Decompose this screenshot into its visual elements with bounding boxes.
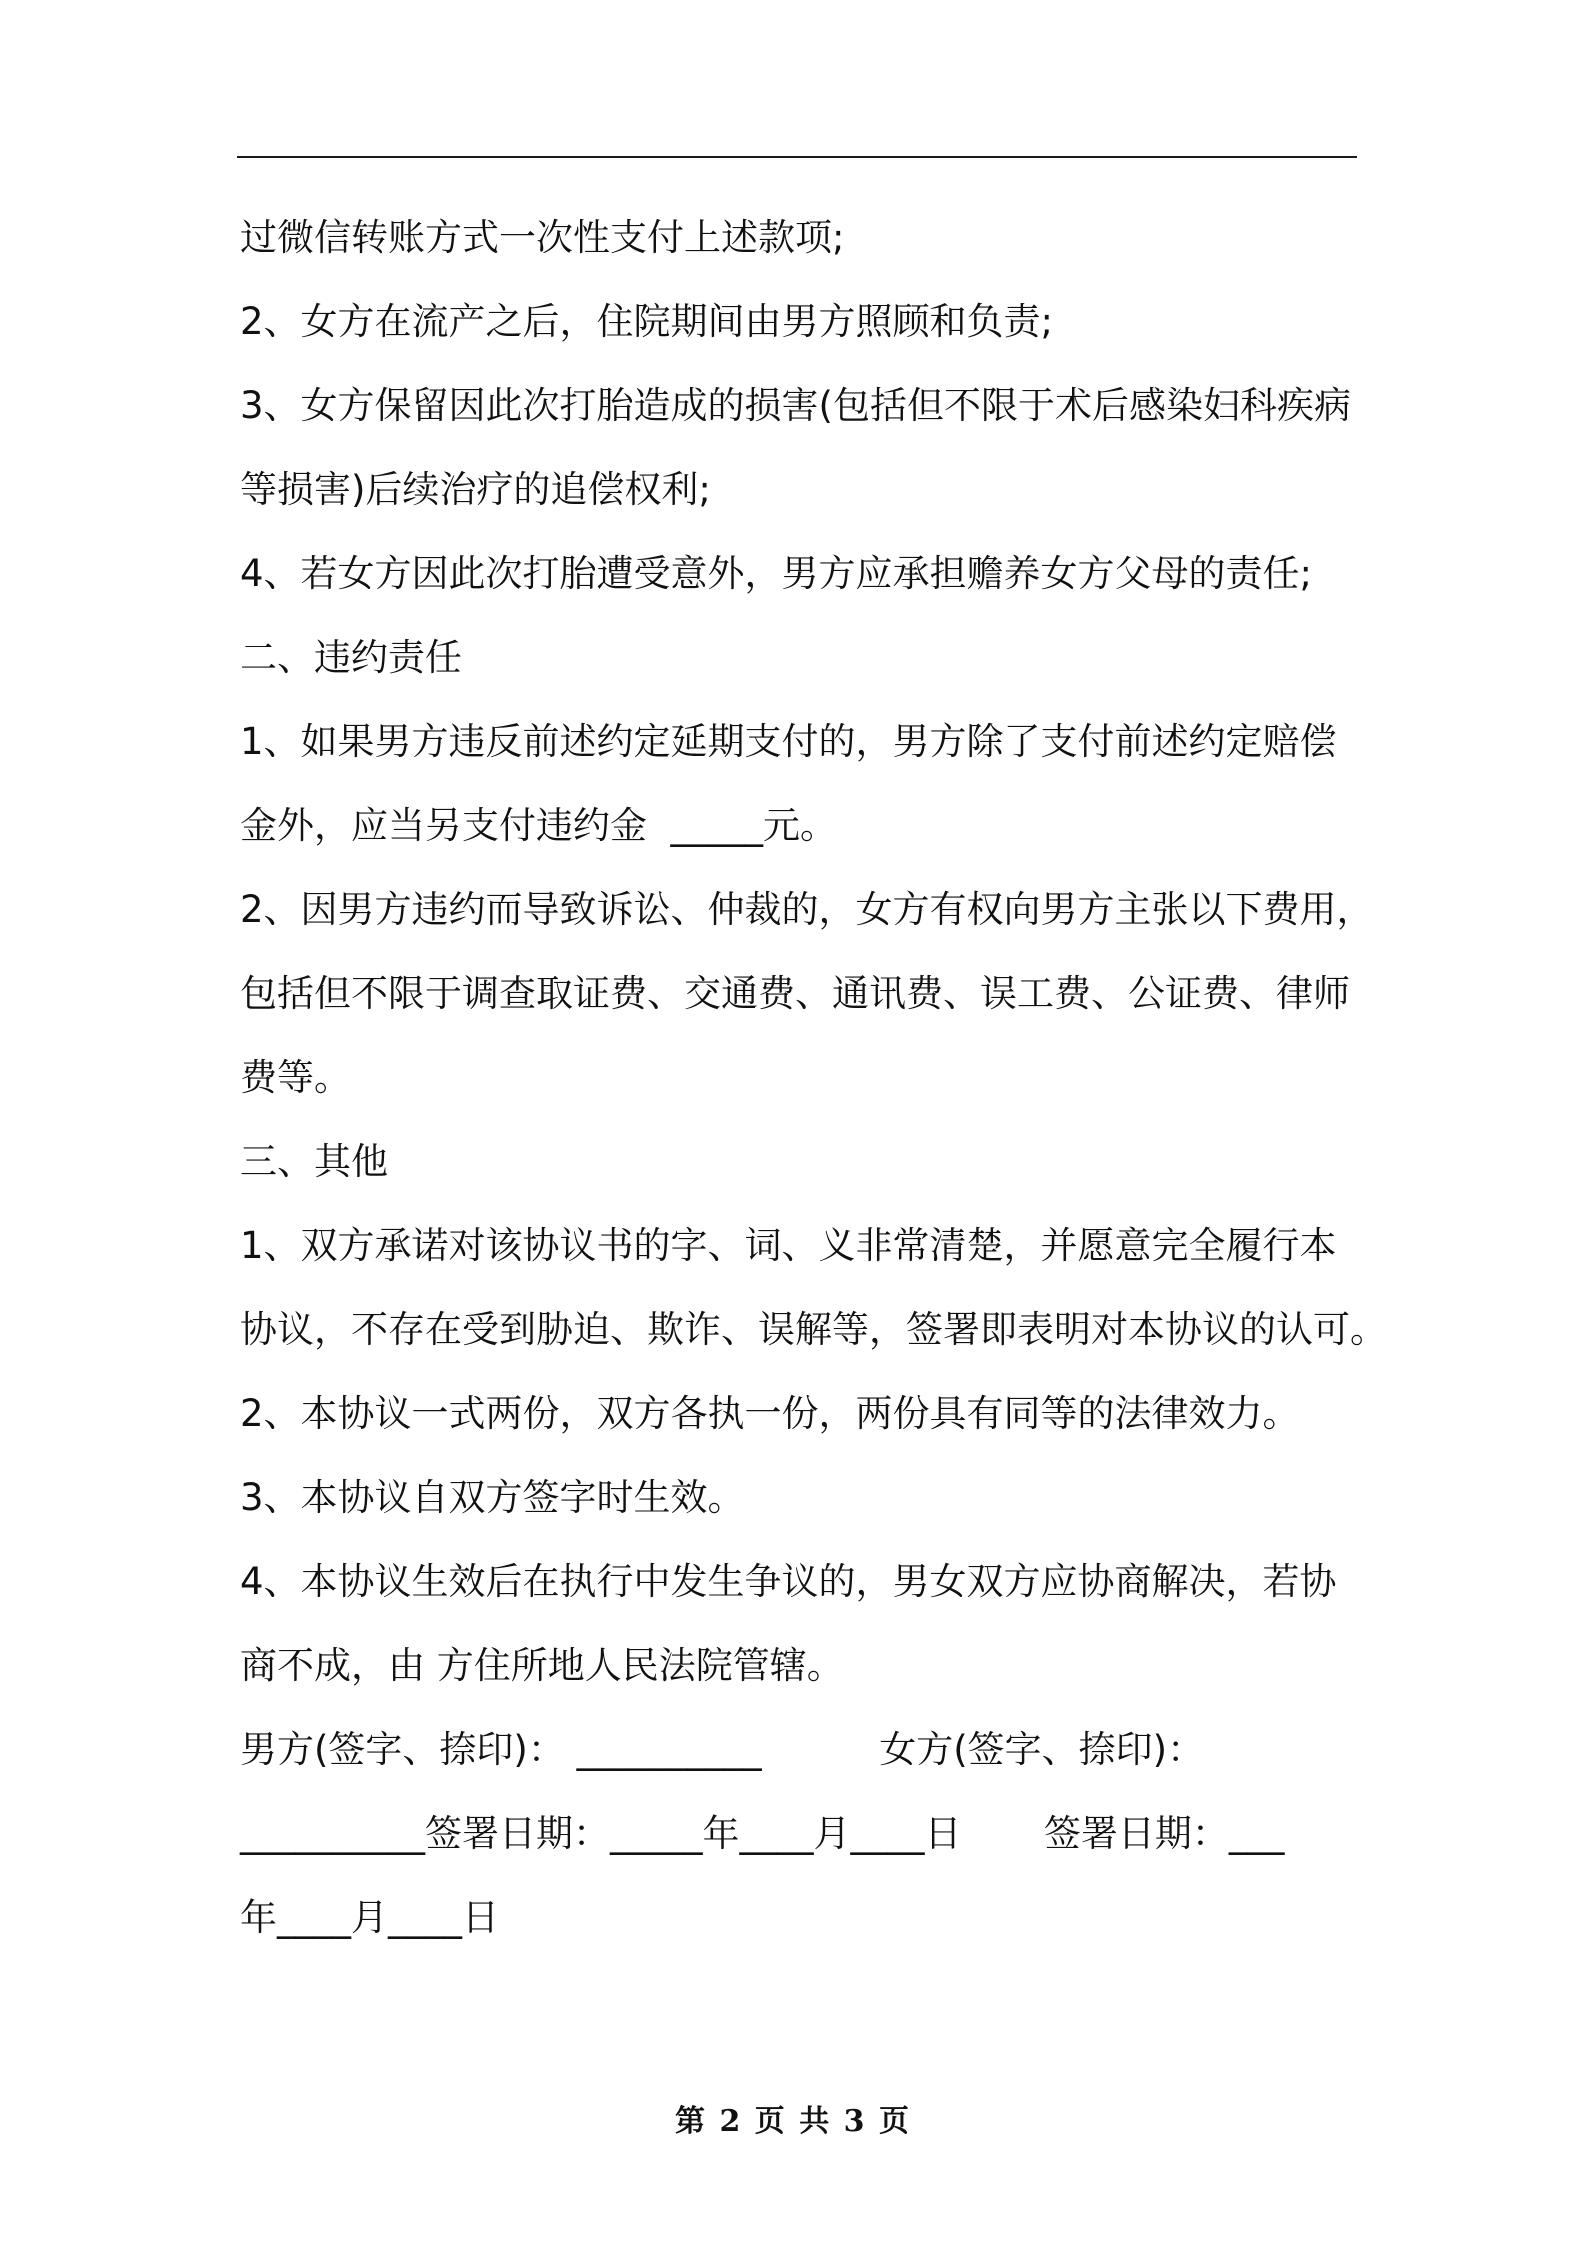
- text-line: 过微信转账方式一次性支付上述款项;: [240, 216, 845, 259]
- text-line: 包括但不限于调查取证费、交通费、通讯费、误工费、公证费、律师: [240, 972, 1350, 1015]
- text-line: 费等。: [240, 1056, 351, 1099]
- signature-date-line: __________签署日期：_____年____月____日 签署日期：___: [240, 1812, 1285, 1855]
- text-line: 4、若女方因此次打胎遭受意外，男方应承担赡养女方父母的责任;: [240, 552, 1313, 595]
- page-number: 第 2 页 共 3 页: [675, 2104, 911, 2139]
- text-line: 协议，不存在受到胁迫、欺诈、误解等，签署即表明对本协议的认可。: [240, 1308, 1387, 1351]
- text-line: 3、女方保留因此次打胎造成的损害(包括但不限于术后感染妇科疾病: [240, 384, 1351, 427]
- text-line: 4、本协议生效后在执行中发生争议的，男女双方应协商解决，若协: [240, 1560, 1337, 1603]
- header-divider: [237, 156, 1357, 158]
- text-line: 3、本协议自双方签字时生效。: [240, 1476, 745, 1519]
- section-heading: 三、其他: [240, 1140, 388, 1183]
- text-line: 1、如果男方违反前述约定延期支付的，男方除了支付前述约定赔偿: [240, 720, 1337, 763]
- document-body: [240, 196, 1387, 1960]
- text-line: 2、本协议一式两份，双方各执一份，两份具有同等的法律效力。: [240, 1392, 1300, 1435]
- section-heading: 二、违约责任: [240, 636, 462, 679]
- text-line: 金外，应当另支付违约金 _____元。: [240, 804, 838, 847]
- text-line: 等损害)后续治疗的追偿权利;: [240, 468, 711, 511]
- signature-date-line: 年____月____日: [240, 1896, 499, 1939]
- signature-line: 男方(签字、捺印)： __________ 女方(签字、捺印)：: [240, 1728, 1205, 1771]
- text-line: 2、女方在流产之后，住院期间由男方照顾和负责;: [240, 300, 1054, 343]
- text-line: 1、双方承诺对该协议书的字、词、义非常清楚，并愿意完全履行本: [240, 1224, 1337, 1267]
- text-line: 商不成，由 方住所地人民法院管辖。: [240, 1644, 844, 1687]
- text-line: 2、因男方违约而导致诉讼、仲裁的，女方有权向男方主张以下费用，: [240, 888, 1374, 931]
